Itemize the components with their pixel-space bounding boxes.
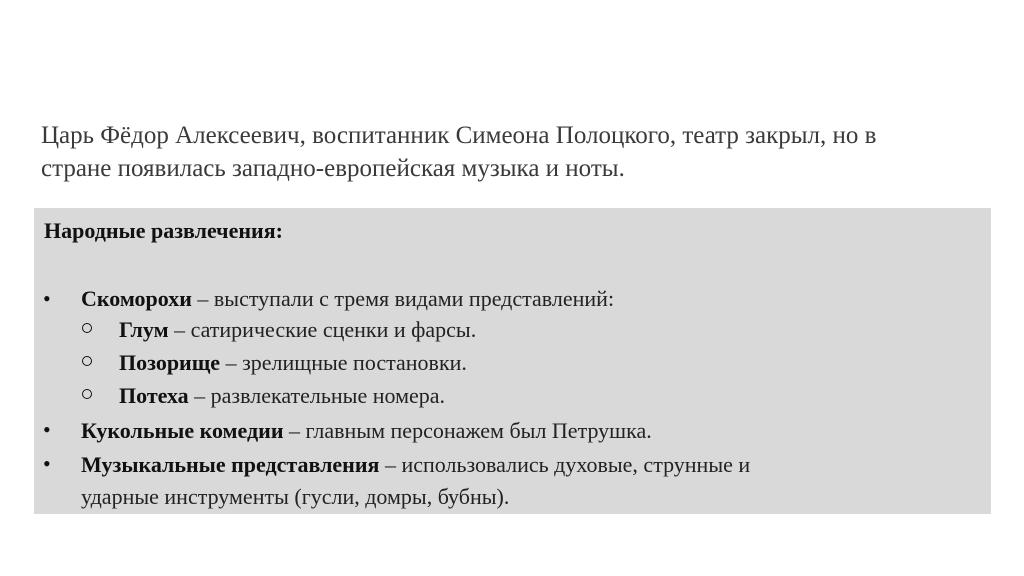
item-term: Музыкальные представления	[81, 452, 380, 477]
intro-paragraph	[41, 119, 1001, 185]
item-term: Позорище	[119, 350, 221, 375]
sub-item-glum	[119, 315, 476, 344]
entertainment-box	[34, 208, 991, 514]
item-text: – выступали с тремя видами представлений:	[191, 286, 615, 311]
item-text: – главным персонажем был Петрушка.	[283, 418, 652, 443]
box-heading: Народные развлечения:	[44, 218, 283, 243]
item-term: Кукольные комедии	[81, 418, 284, 443]
circle-bullet-icon	[82, 356, 92, 366]
item-text: – развлекательные номера.	[188, 383, 446, 408]
circle-bullet-icon	[82, 323, 92, 333]
list-item-continuation: ударные инструменты (гусли, домры, бубны).	[81, 484, 510, 509]
intro-line-1: Царь Фёдор Алексеевич, воспитанник Симеона Полоцкого, театр закрыл, но в	[41, 122, 877, 149]
bullet-marker: •	[43, 286, 51, 311]
bullet-marker: •	[43, 451, 51, 476]
intro-line-2: стране появилась западно-европейская музыка и ноты.	[41, 155, 625, 182]
sub-item-pozorische	[119, 348, 467, 377]
item-text: – использовались духовые, струнные и	[379, 452, 751, 477]
item-term: Скоморохи	[81, 286, 192, 311]
bullet-marker: •	[43, 417, 51, 442]
item-term: Глум	[119, 317, 169, 342]
sub-item-potekha	[119, 381, 445, 410]
item-text: – зрелищные постановки.	[220, 350, 467, 375]
circle-bullet-icon	[82, 389, 92, 399]
list-item-skomorokhi	[81, 284, 614, 313]
list-item-puppet-comedies	[81, 416, 652, 445]
item-text: – сатирические сценки и фарсы.	[168, 317, 477, 342]
list-item-musical-performances	[81, 450, 750, 479]
item-term: Потеха	[119, 383, 189, 408]
